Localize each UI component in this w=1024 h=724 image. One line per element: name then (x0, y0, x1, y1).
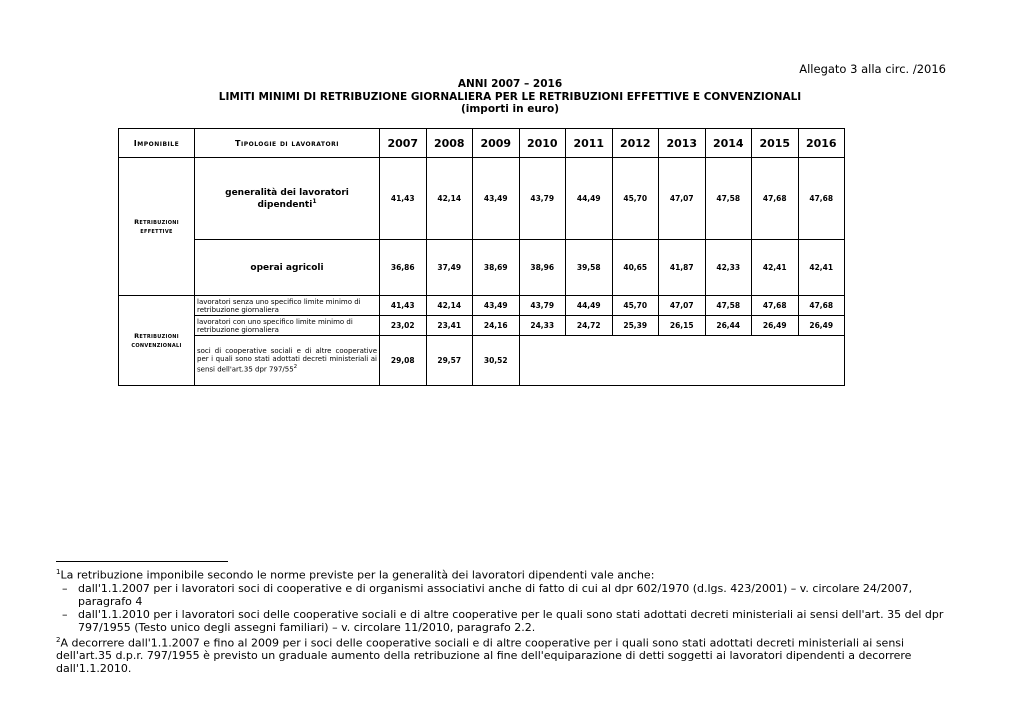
header-year: 2010 (519, 129, 566, 158)
table-cell: 26,15 (659, 316, 706, 336)
table-cell: 47,58 (705, 158, 752, 240)
table-cell: 43,49 (473, 158, 520, 240)
table-cell: 40,65 (612, 240, 659, 296)
table-cell: 43,79 (519, 158, 566, 240)
table-cell: 26,49 (798, 316, 845, 336)
document-title-block (120, 78, 900, 116)
table-cell: 47,68 (752, 296, 799, 316)
row-label-agricoli: operai agricoli (195, 240, 380, 296)
table-cell: 41,43 (380, 158, 427, 240)
row-label-generalita: generalità dei lavoratori dipendenti$^1$ (195, 158, 380, 240)
table-row-con-limite (119, 316, 845, 336)
header-year: 2007 (380, 129, 427, 158)
table-cell: 41,43 (380, 296, 427, 316)
header-year: 2016 (798, 129, 845, 158)
category-convenzionali-label: Retribuzioni convenzionali (131, 331, 182, 349)
row-label-soci: soci di cooperative sociali e di altre cooperative per i quali sono stati adottati decreti ministeriali ai sensi dell'art.35 dpr $797/55^2$ (195, 336, 380, 386)
table-cell: 23,41 (426, 316, 473, 336)
table-cell: 45,70 (612, 158, 659, 240)
limits-table (118, 128, 845, 386)
table-row-senza-limite (119, 296, 845, 316)
category-convenzionali (119, 296, 195, 386)
table-cell: 42,41 (752, 240, 799, 296)
table-cell: 38,96 (519, 240, 566, 296)
table-cell: 45,70 (612, 296, 659, 316)
table-cell: 47,68 (798, 296, 845, 316)
table-header-row (119, 129, 845, 158)
table-cell: 43,49 (473, 296, 520, 316)
header-imponibile: Imponibile (119, 129, 195, 158)
table-cell: 24,72 (566, 316, 613, 336)
table-cell: 24,33 (519, 316, 566, 336)
title-years: ANNI 2007 – 2016 (457, 78, 563, 90)
empty-cell (519, 336, 845, 386)
row-label-senza-limite: lavoratori senza uno specifico limite minimo di retribuzione giornaliera (195, 296, 380, 316)
table-cell: 47,07 (659, 158, 706, 240)
header-year: 2012 (612, 129, 659, 158)
header-tipologie: Tipologie di lavoratori (195, 129, 380, 158)
table-cell: 47,68 (798, 158, 845, 240)
table-cell: 24,16 (473, 316, 520, 336)
table-cell: 47,68 (752, 158, 799, 240)
table-cell: 42,14 (426, 296, 473, 316)
header-year: 2011 (566, 129, 613, 158)
table-cell: 39,58 (566, 240, 613, 296)
table-cell: 26,49 (752, 316, 799, 336)
title-subtitle: (importi in euro) (460, 103, 560, 115)
table-cell: 36,86 (380, 240, 427, 296)
table-cell: 38,69 (473, 240, 520, 296)
table-cell: 26,44 (705, 316, 752, 336)
table-row-generalita (119, 158, 845, 240)
list-item: – dall'1.1.2010 per i lavoratori soci delle cooperative sociali e di altre cooperative per le quali sono stati adottati decreti ministeriali ai sensi dell'art. 35 del dpr 797/1955 (Testo unico degli assegni familiari) – v. circolare 11/2010, paragrafo 2.2. (62, 607, 944, 634)
footnote-separator (56, 561, 228, 562)
table-cell: 42,41 (798, 240, 845, 296)
table-cell: 43,79 (519, 296, 566, 316)
table-row-agricoli (119, 240, 845, 296)
table-cell: 47,07 (659, 296, 706, 316)
table-cell: 44,49 (566, 296, 613, 316)
header-year: 2014 (705, 129, 752, 158)
table-cell: 29,08 (380, 336, 427, 386)
table-cell: 23,02 (380, 316, 427, 336)
table-cell: 44,49 (566, 158, 613, 240)
table-cell: 25,39 (612, 316, 659, 336)
table-cell: 47,58 (705, 296, 752, 316)
table-cell: 29,57 (426, 336, 473, 386)
footnote-2: $^2$A decorrere dall'1.1.2007 e fino al 2009 per i soci delle cooperative sociali e di altre cooperative per i quali sono stati adottati decreti ministeriali ai sensi dell'art.35 d.p.r. 797/1955 è previsto un graduale aumento della retribuzione al fine dell'equiparazione di detti soggetti ai lavoratori dipendenti a decorrere dall'1.1.2010. (56, 635, 912, 676)
list-item: – dall'1.1.2007 per i lavoratori soci di cooperative e di organismi associativi anche di fatto di cui al dpr 602/1970 (d.lgs. 423/2001) – v. circolare 24/2007, paragrafo 4 (62, 581, 913, 608)
footnotes (56, 566, 956, 675)
table-cell: 42,33 (705, 240, 752, 296)
header-year: 2013 (659, 129, 706, 158)
header-year: 2015 (752, 129, 799, 158)
table-row-soci (119, 336, 845, 386)
title-main: LIMITI MINIMI DI RETRIBUZIONE GIORNALIERA PER LE RETRIBUZIONI EFFETTIVE E CONVENZIONALI (218, 90, 802, 103)
header-year: 2009 (473, 129, 520, 158)
table-cell: 37,49 (426, 240, 473, 296)
allegato-reference: Allegato 3 alla circ. /2016 (799, 62, 946, 76)
category-effettive-label: Retribuzioni effettive (134, 217, 179, 235)
category-effettive (119, 158, 195, 296)
header-year: 2008 (426, 129, 473, 158)
row-label-con-limite: lavoratori con uno specifico limite minimo di retribuzione giornaliera (195, 316, 380, 336)
table-cell: 30,52 (473, 336, 520, 386)
table-cell: 41,87 (659, 240, 706, 296)
footnote-1: $^1$La retribuzione imponibile secondo le norme previste per la generalità dei lavoratori dipendenti vale anche: (56, 568, 655, 582)
footnote-1-list (56, 582, 956, 634)
table-cell: 42,14 (426, 158, 473, 240)
